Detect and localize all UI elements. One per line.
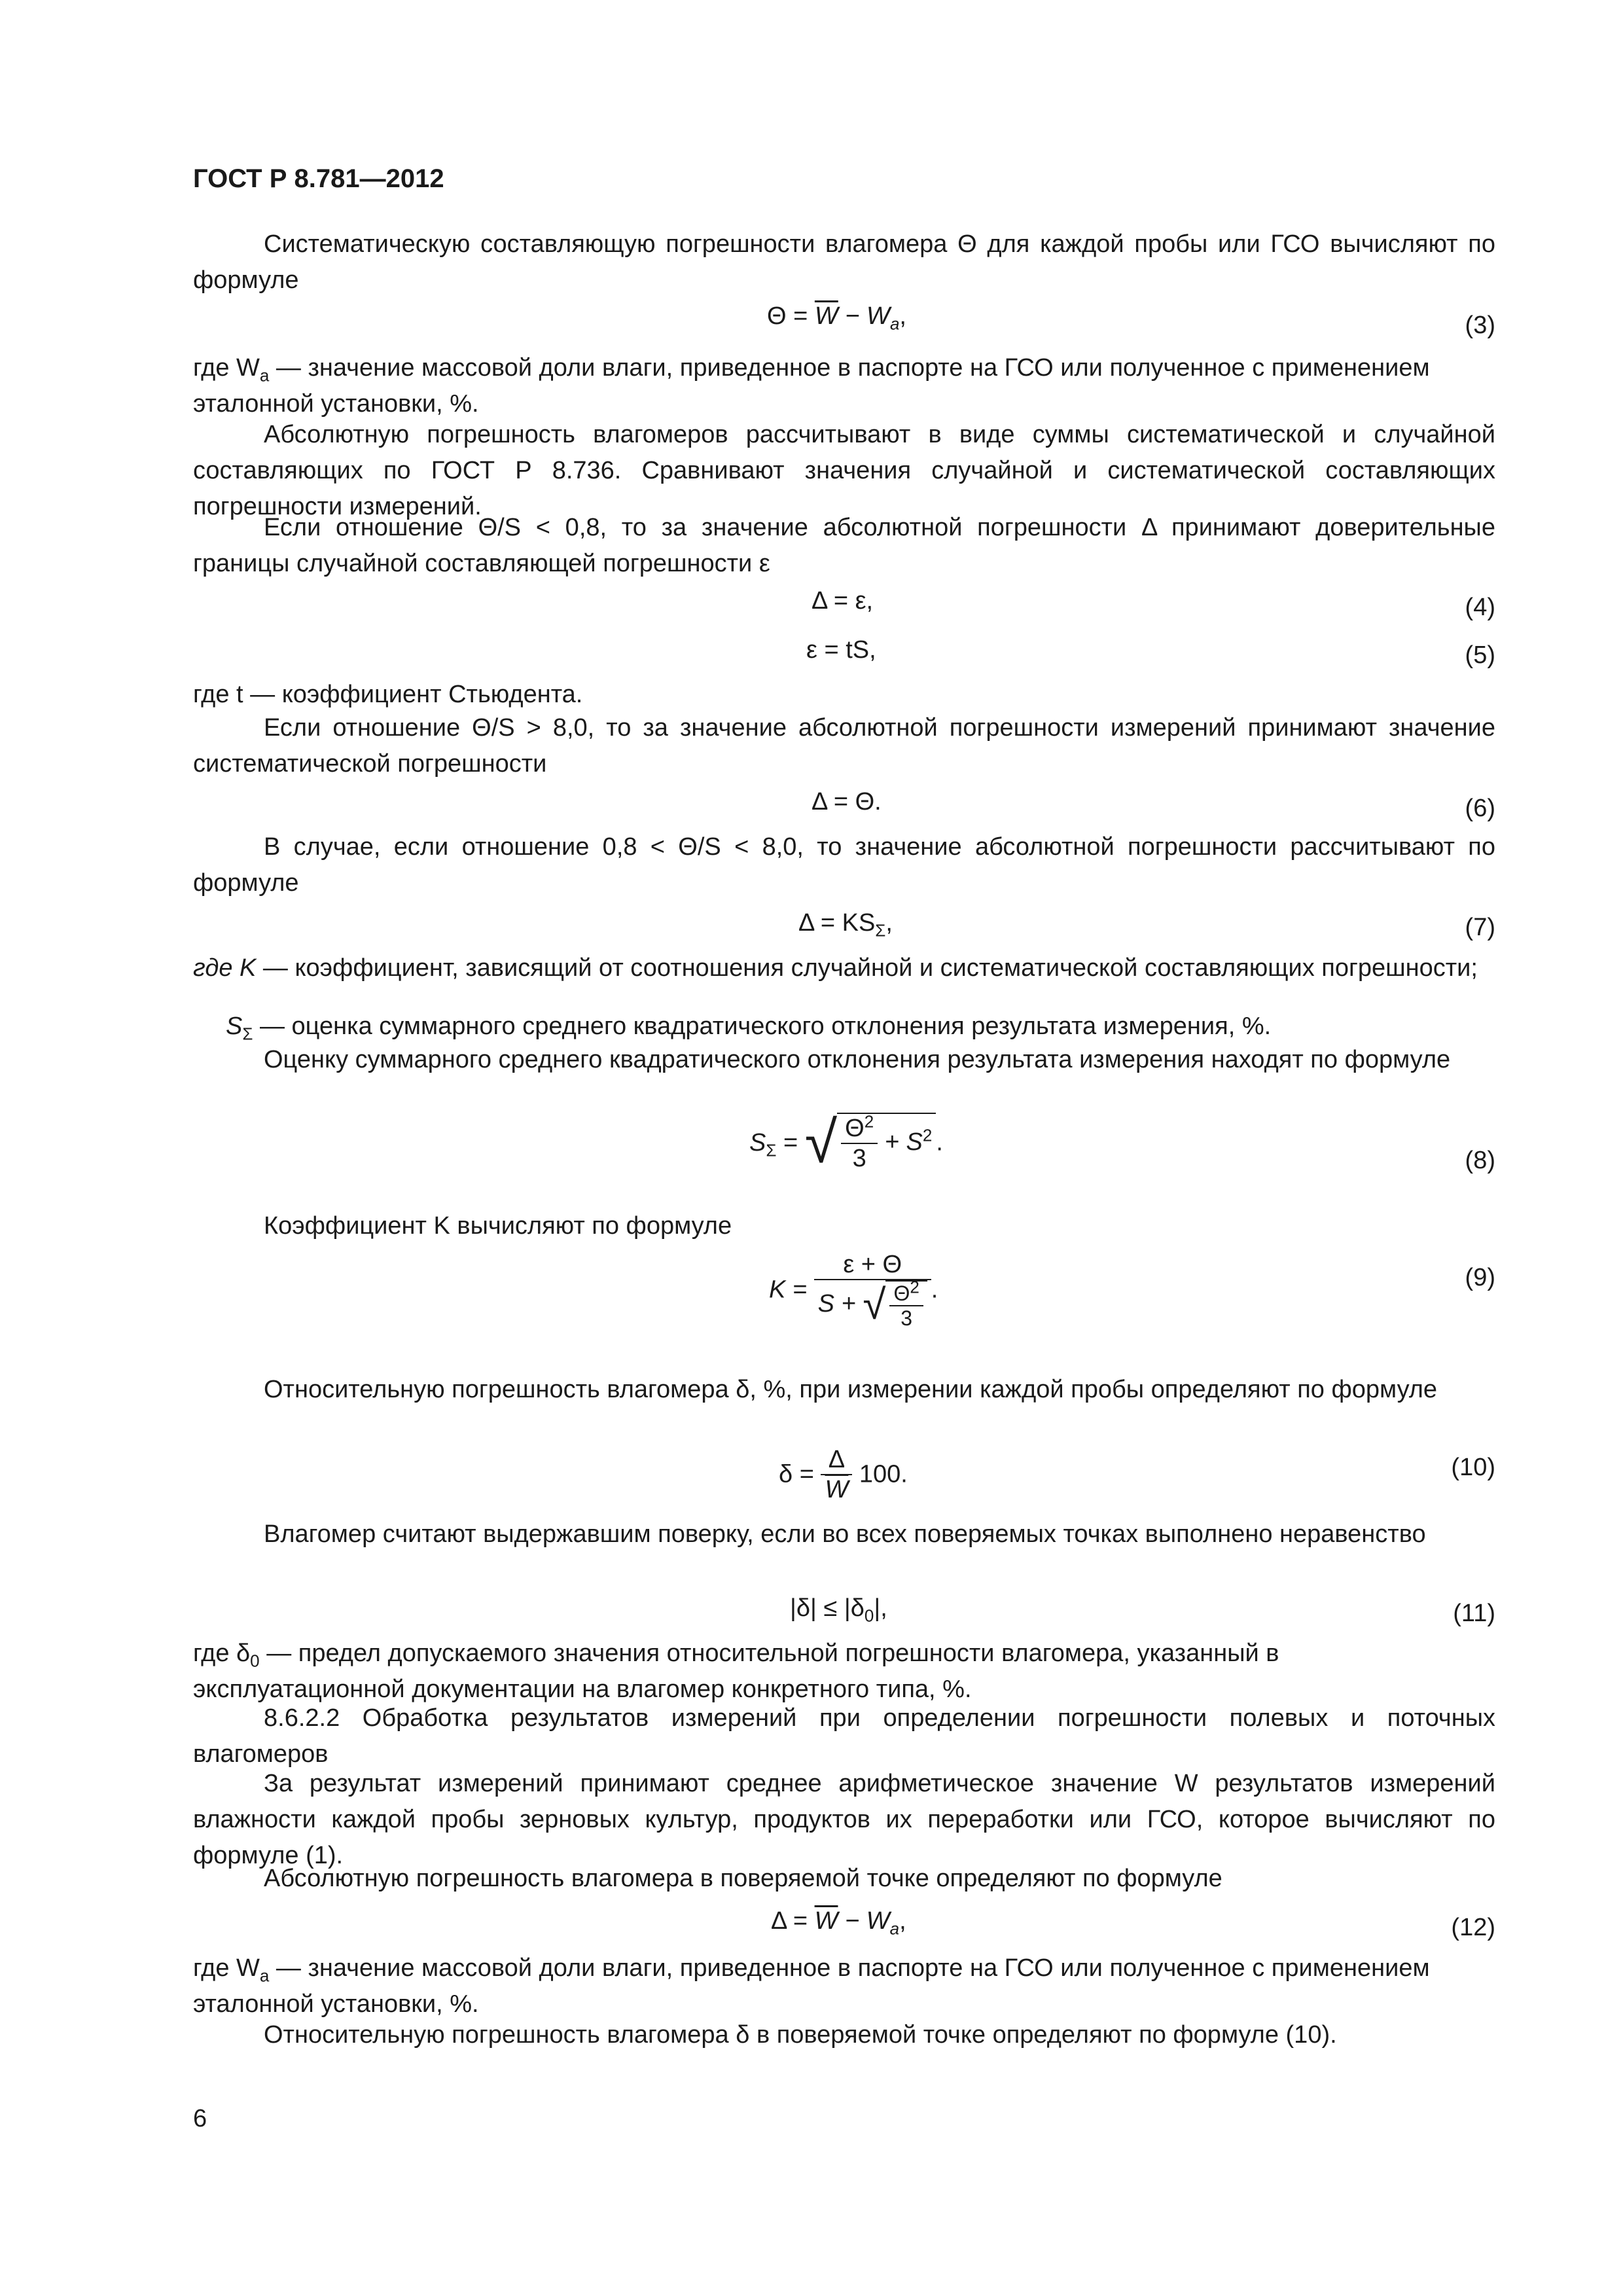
- fraction: [821, 1445, 852, 1504]
- definition-t: где t — коэффициент Стьюдента.: [193, 681, 583, 708]
- formula-text: S +: [817, 1290, 863, 1318]
- formula-text: S: [749, 1128, 766, 1157]
- paragraph: Оценку суммарного среднего квадратического отклонения результата измерения находят по формуле: [264, 1046, 1451, 1073]
- formula-10: [779, 1445, 908, 1504]
- fraction-numerator: Θ: [845, 1115, 865, 1142]
- formula-text: δ =: [779, 1460, 821, 1488]
- equation-number: (10): [1451, 1454, 1495, 1481]
- fraction-denominator: W: [825, 1476, 849, 1503]
- paragraph: Абсолютную погрешность влагомера в поверяемой точке определяют по формуле: [264, 1865, 1222, 1892]
- formula-text: Δ =: [771, 1907, 815, 1935]
- definition-text: — значение массовой доли влаги, приведенное в паспорте на ГСО или полученное с применением эталонной установки, %.: [193, 354, 1430, 418]
- superscript: 2: [910, 1277, 919, 1297]
- formula-text: Θ =: [767, 302, 815, 330]
- paragraph: Систематическую составляющую погрешности влагомера Θ для каждой пробы или ГСО вычисляют по формуле: [193, 230, 1495, 294]
- sqrt-sign: √: [804, 1108, 838, 1177]
- fraction: [841, 1111, 878, 1173]
- formula-subscript: a: [889, 314, 900, 334]
- equation-number: (6): [1465, 795, 1495, 822]
- paragraph: Абсолютную погрешность влагомеров рассчитывают в виде суммы систематической и случайной составляющих по ГОСТ Р 8.736. Сравнивают значения случайной и систематической составляющих погрешности измерений.: [193, 421, 1495, 520]
- definition-wa: [193, 350, 1495, 422]
- formula-6: Δ = Θ.: [812, 788, 882, 816]
- formula-text: ,: [885, 909, 893, 937]
- definition-delta0: [193, 1636, 1495, 1708]
- paragraph: Относительную погрешность влагомера δ, %, при измерении каждой пробы определяют по формуле: [264, 1376, 1438, 1403]
- page-number: 6: [193, 2105, 207, 2132]
- definition-text: — предел допускаемого значения относительной погрешности влагомера, указанный в эксплуатационной документации на влагомер конкретного типа, %.: [193, 1640, 1279, 1703]
- formula-text: =: [776, 1128, 805, 1157]
- fraction-denominator: [814, 1277, 931, 1330]
- equation-number: (12): [1451, 1914, 1495, 1941]
- formula-4: Δ = ε,: [812, 587, 874, 615]
- paragraph: Влагомер считают выдержавшим поверку, если во всех поверяемых точках выполнено неравенство: [264, 1520, 1426, 1548]
- formula-mean-w: $\overline{W}$: [814, 1907, 838, 1935]
- formula-text: ,: [899, 302, 906, 330]
- formula-text: Δ = KS: [798, 909, 876, 937]
- equation-number: (5): [1465, 641, 1495, 669]
- formula-12: [771, 1903, 906, 1939]
- definition-subscript: Σ: [242, 1024, 253, 1044]
- paragraph: Коэффициент K вычисляют по формуле: [264, 1212, 732, 1240]
- definition-lead: где W: [193, 354, 260, 382]
- paragraph: За результат измерений принимают среднее арифметическое значение W результатов измерений влажности каждой пробы зерновых культур, продуктов их переработки или ГСО, которое вычисляют по формуле (1).: [193, 1770, 1495, 1869]
- formula-7: [798, 905, 893, 941]
- equation-number: (4): [1465, 594, 1495, 621]
- formula-text: |,: [874, 1594, 887, 1622]
- formula-text: K =: [769, 1276, 814, 1304]
- fraction: [889, 1277, 923, 1330]
- formula-3: [767, 298, 906, 334]
- definition-wa: [193, 1950, 1495, 2022]
- definition-lead: где δ: [193, 1640, 251, 1667]
- definition-lead: где K: [193, 954, 257, 982]
- document-header: ГОСТ Р 8.781—2012: [193, 164, 444, 193]
- formula-text: − W: [838, 302, 890, 330]
- paragraph: Если отношение Θ/S < 0,8, то за значение абсолютной погрешности Δ принимают доверительные границы случайной составляющей погрешности ε: [193, 514, 1495, 577]
- equation-number: (8): [1465, 1147, 1495, 1174]
- equation-number: (11): [1453, 1600, 1495, 1627]
- formula-text: .: [931, 1276, 938, 1304]
- formula-text: + S: [878, 1128, 923, 1157]
- paragraph: Относительную погрешность влагомера δ в поверяемой точке определяют по формуле (10).: [264, 2021, 1337, 2049]
- sqrt-body: [837, 1113, 936, 1173]
- definition-subscript: a: [259, 1965, 270, 1986]
- paragraph: 8.6.2.2 Обработка результатов измерений при определении погрешности полевых и поточных влагомеров: [193, 1704, 1495, 1768]
- formula-text: ,: [899, 1907, 906, 1935]
- sqrt-body: [885, 1277, 927, 1330]
- superscript: 2: [922, 1125, 933, 1145]
- definition-text: — значение массовой доли влаги, приведенное в паспорте на ГСО или полученное с применением эталонной установки, %.: [193, 1954, 1430, 2018]
- formula-11: [790, 1590, 887, 1626]
- formula-9: [769, 1250, 938, 1330]
- fraction-denominator: 3: [852, 1145, 866, 1172]
- definition-k: [193, 950, 1495, 986]
- paragraph: В случае, если отношение 0,8 < Θ/S < 8,0, то значение абсолютной погрешности рассчитывают по формуле: [193, 833, 1495, 897]
- formula-subscript: Σ: [766, 1140, 777, 1160]
- formula-subscript: 0: [864, 1605, 874, 1626]
- formula-text: |δ| ≤ |δ: [790, 1594, 865, 1622]
- definition-text: — оценка суммарного среднего квадратического отклонения результата измерения, %.: [253, 1013, 1272, 1040]
- sqrt-sign: √: [863, 1281, 886, 1329]
- fraction-denominator: 3: [901, 1306, 913, 1330]
- fraction-numerator: Δ: [821, 1445, 852, 1475]
- fraction-numerator: Θ: [893, 1282, 910, 1305]
- fraction-numerator: ε + Θ: [814, 1250, 931, 1280]
- formula-text: 100.: [852, 1460, 908, 1488]
- paragraph: Если отношение Θ/S > 8,0, то за значение абсолютной погрешности измерений принимают значение систематической погрешности: [193, 714, 1495, 778]
- formula-subscript: Σ: [875, 920, 886, 941]
- superscript: 2: [864, 1111, 874, 1132]
- formula-subscript: a: [889, 1918, 900, 1939]
- formula-mean-w: $\overline{W}$: [814, 302, 838, 330]
- definition-subscript: 0: [250, 1651, 260, 1671]
- formula-text: .: [936, 1128, 943, 1157]
- equation-number: (9): [1465, 1264, 1495, 1291]
- definition-s-sigma: [226, 1009, 1271, 1045]
- fraction: [814, 1250, 931, 1330]
- definition-subscript: a: [259, 365, 270, 386]
- equation-number: (3): [1465, 312, 1495, 339]
- definition-text: — коэффициент, зависящий от соотношения случайной и систематической составляющих погрешности;: [256, 954, 1478, 982]
- definition-lead: где W: [193, 1954, 260, 1982]
- formula-8: [749, 1108, 943, 1198]
- formula-5: ε = tS,: [806, 636, 876, 664]
- definition-lead: S: [226, 1013, 243, 1040]
- formula-text: − W: [838, 1907, 890, 1935]
- equation-number: (7): [1465, 914, 1495, 941]
